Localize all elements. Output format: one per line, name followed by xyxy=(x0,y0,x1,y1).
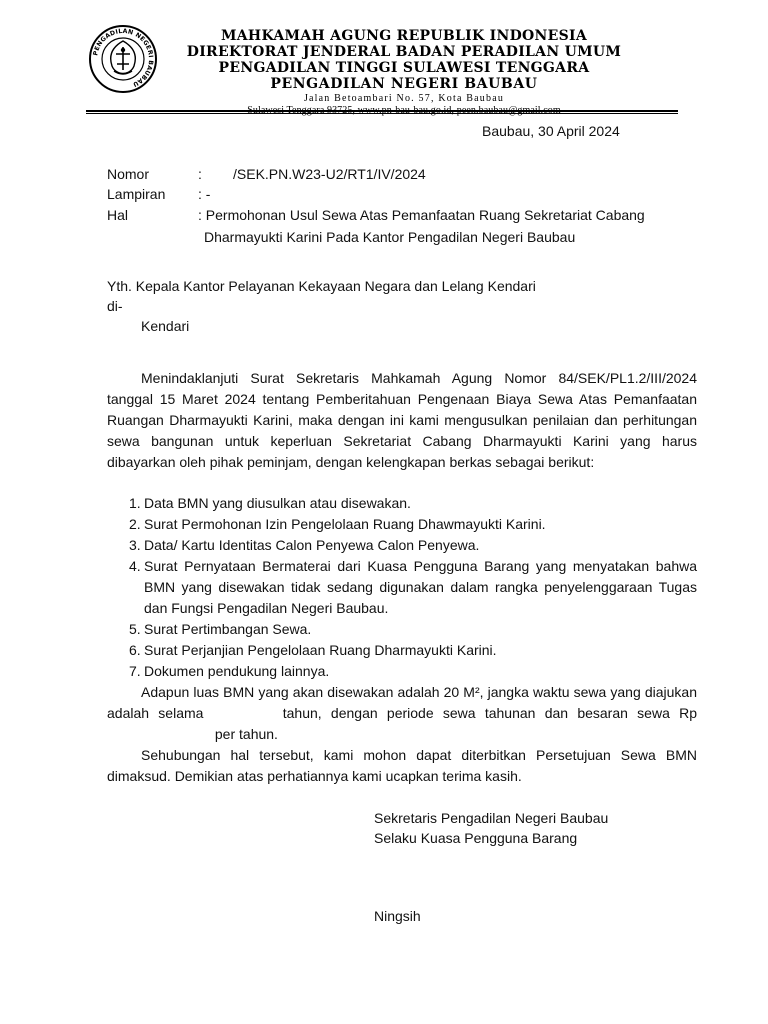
court-seal-logo xyxy=(88,24,158,94)
signatory-name: Ningsih xyxy=(374,908,421,924)
list-item: 2. Surat Permohonan Izin Pengelolaan Ruang Dhawmayukti Karini. xyxy=(129,516,546,532)
recipient-line-2: di- xyxy=(107,298,123,314)
list-item: 7. Dokumen pendukung lainnya. xyxy=(129,663,330,679)
attachment-list xyxy=(107,493,697,682)
list-item: 4. Surat Pernyataan Bermaterai dari Kuasa Pengguna Barang yang menyatakan bahwa BMN yang disewakan tidak sedang digunakan dalam rangka penyelenggaraan Tugas dan Fungsi Pengadilan Negeri Baubau. xyxy=(129,558,697,616)
recipient-line-1: Yth. Kepala Kantor Pelayanan Kekayaan Negara dan Lelang Kendari xyxy=(107,278,536,294)
hal-label: Hal xyxy=(107,207,129,223)
list-item: 1. Data BMN yang diusulkan atau disewakan. xyxy=(129,495,411,511)
lease-terms-part-3: per tahun. xyxy=(214,726,278,742)
nomor-value: /SEK.PN.W23-U2/RT1/IV/2024 xyxy=(233,166,426,182)
lampiran-value: : - xyxy=(198,186,211,202)
letterhead-line-4: PENGADILAN NEGERI BAUBAU xyxy=(270,76,538,92)
signatory-title: Sekretaris Pengadilan Negeri Baubau xyxy=(374,810,609,826)
list-item: 6. Surat Perjanjian Pengelolaan Ruang Dharmayukti Karini. xyxy=(129,642,497,658)
letterhead-address-1: Jalan Betoambari No. 57, Kota Baubau xyxy=(303,93,505,104)
lease-terms-part-1: Adapun luas BMN yang akan disewakan adalah 20 M², jangka waktu sewa yang diajukan adalah selama xyxy=(107,684,697,721)
nomor-label: Nomor xyxy=(107,166,150,182)
lampiran-label: Lampiran xyxy=(107,186,166,202)
letterhead-rule-thin xyxy=(86,113,678,114)
svg-text:PENGADILAN NEGERI BAUBAU: PENGADILAN NEGERI BAUBAU xyxy=(92,27,155,88)
hal-line-1: : Permohonan Usul Sewa Atas Pemanfaatan Ruang Sekretariat Cabang xyxy=(198,207,645,223)
intro-paragraph: Menindaklanjuti Surat Sekretaris Mahkamah Agung Nomor 84/SEK/PL1.2/III/2024 tanggal 15 Maret 2024 tentang Pemberitahuan Pengenaan Biaya Sewa Atas Pemanfaatan Ruangan Dharmayukti Karini, maka dengan ini kami mengusulkan penilaian dan perhitungan sewa bangunan untuk keperluan Sekretariat Cabang Dharmayukti Karini yang harus dibayarkan oleh pihak peminjam, dengan kelengkapan berkas sebagai berikut: xyxy=(107,370,697,470)
letterhead-address-2: Sulawesi Tenggara 93725, www.pn-bau-bau.go.id, peen.baubau@gmail.com xyxy=(247,105,561,116)
letterhead-rule-thick xyxy=(86,110,678,112)
recipient-city: Kendari xyxy=(141,318,190,334)
lease-terms-paragraph xyxy=(107,682,697,745)
letter-date: Baubau, 30 April 2024 xyxy=(482,123,620,139)
letterhead-line-1: MAHKAMAH AGUNG REPUBLIK INDONESIA xyxy=(220,28,588,44)
signatory-role: Selaku Kuasa Pengguna Barang xyxy=(374,830,578,846)
list-item: 5. Surat Pertimbangan Sewa. xyxy=(129,621,312,637)
closing-paragraph: Sehubungan hal tersebut, kami mohon dapat diterbitkan Persetujuan Sewa BMN dimaksud. Demikian atas perhatiannya kami ucapkan terima kasih. xyxy=(107,747,697,784)
hal-line-2: Dharmayukti Karini Pada Kantor Pengadilan Negeri Baubau xyxy=(204,229,576,245)
letterhead-line-3: PENGADILAN TINGGI SULAWESI TENGGARA xyxy=(218,60,590,76)
nomor-colon: : xyxy=(198,166,202,182)
letterhead-line-2: DIREKTORAT JENDERAL BADAN PERADILAN UMUM xyxy=(186,44,622,60)
letterhead xyxy=(160,28,648,117)
lease-terms-part-2: tahun, dengan periode sewa tahunan dan besaran sewa Rp xyxy=(282,705,698,721)
list-item: 3. Data/ Kartu Identitas Calon Penyewa Calon Penyewa. xyxy=(129,537,480,553)
